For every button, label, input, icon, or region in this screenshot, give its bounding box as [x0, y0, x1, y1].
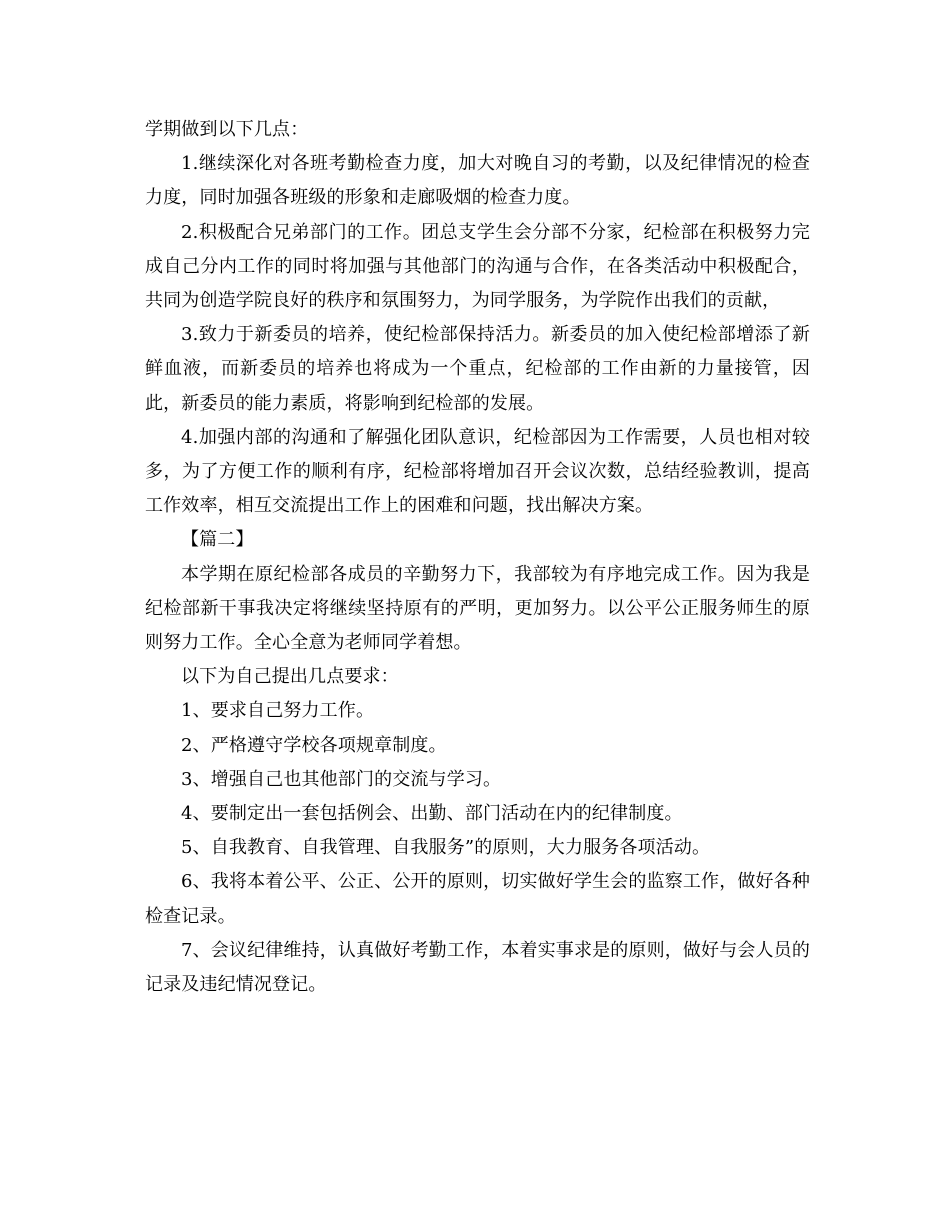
list-item-requirement-5: 5、自我教育、自我管理、自我服务”的原则，大力服务各项活动。 — [181, 837, 711, 859]
section-heading-part-two: 【篇二】 — [181, 529, 254, 551]
paragraph-requirements-lead: 以下为自己提出几点要求： — [181, 666, 399, 688]
paragraph-intro: 学期做到以下几点： — [145, 119, 309, 140]
document-page — [145, 113, 810, 1002]
paragraph-point-3: 3.致力于新委员的培养，使纪检部保持活力。新委员的加入使纪检部增添了新鲜血液，而新委员的培养也将成为一个重点，纪检部的工作由新的力量接管，因此，新委员的能力素质，将影响到纪检部的发展。 — [145, 324, 810, 414]
paragraph-point-1: 1.继续深化对各班考勤检查力度，加大对晚自习的考勤，以及纪律情况的检查力度，同时加强各班级的形象和走廊吸烟的检查力度。 — [145, 153, 810, 209]
paragraph-point-4: 4.加强内部的沟通和了解强化团队意识，纪检部因为工作需要，人员也相对较多，为了方便工作的顺利有序，纪检部将增加召开会议次数，总结经验教训，提高工作效率，相互交流提出工作上的困难和问题，找出解决方案。 — [145, 426, 810, 517]
paragraph-point-2: 2.积极配合兄弟部门的工作。团总支学生会分部不分家，纪检部在积极努力完成自己分内工作的同时将加强与其他部门的沟通与合作，在各类活动中积极配合，共同为创造学院良好的秩序和氛围努力，为同学服务，为学院作出我们的贡献， — [145, 221, 810, 312]
paragraph-part-two-intro: 本学期在原纪检部各成员的辛勤努力下，我部较为有序地完成工作。因为我是纪检部新干事我决定将继续坚持原有的严明，更加努力。以公平公正服务师生的原则努力工作。全心全意为老师同学着想。 — [145, 563, 810, 654]
list-item-requirement-3: 3、增强自己也其他部门的交流与学习。 — [181, 768, 502, 790]
list-item-requirement-7: 7、会议纪律维持，认真做好考勤工作，本着实事求是的原则，做好与会人员的记录及违纪情况登记。 — [145, 939, 810, 996]
list-item-requirement-2: 2、严格遵守学校各项规章制度。 — [181, 734, 447, 756]
list-item-requirement-4: 4、要制定出一套包括例会、出勤、部门活动在内的纪律制度。 — [181, 803, 683, 825]
list-item-requirement-6: 6、我将本着公平、公正、公开的原则，切实做好学生会的监察工作，做好各种检查记录。 — [145, 871, 810, 927]
list-item-requirement-1: 1、要求自己努力工作。 — [181, 700, 375, 722]
